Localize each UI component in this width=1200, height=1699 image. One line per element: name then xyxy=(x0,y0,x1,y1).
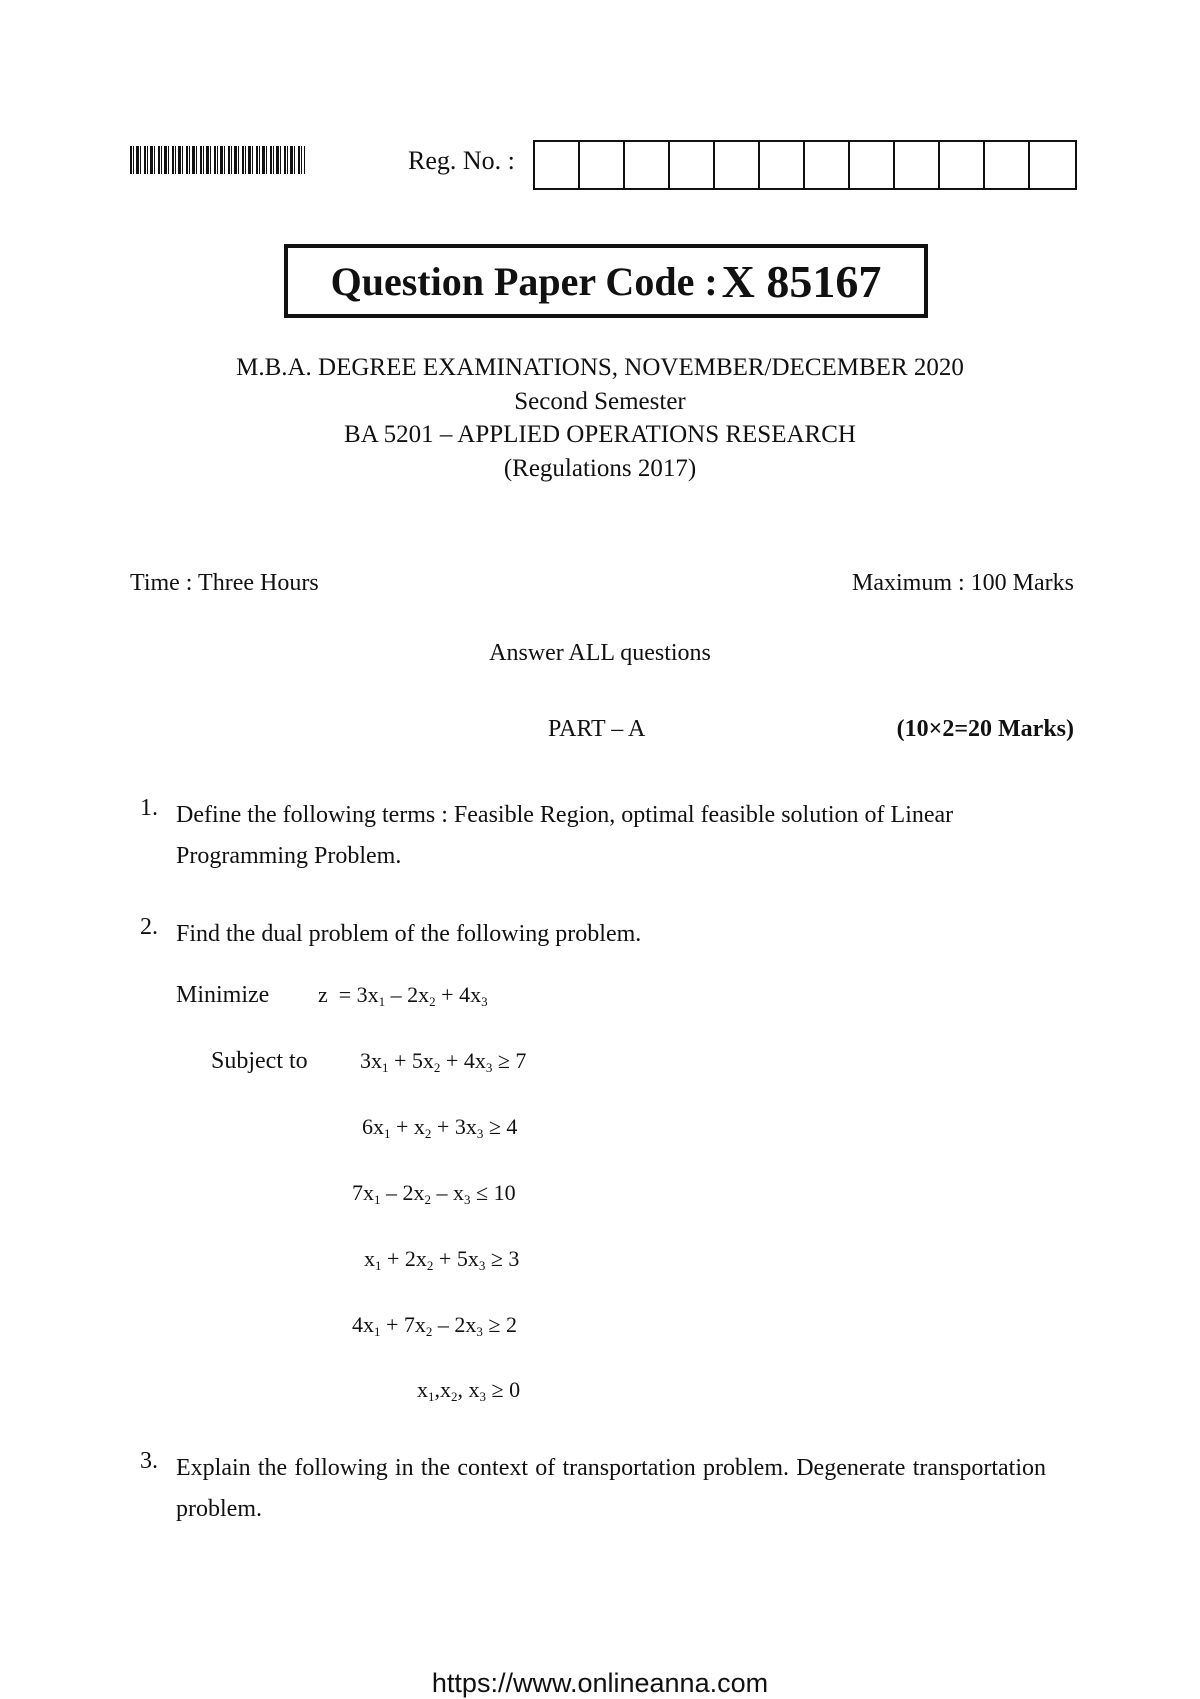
reg-no-box xyxy=(805,142,850,188)
reg-no-box xyxy=(715,142,760,188)
maximum-marks: Maximum : 100 Marks xyxy=(852,570,1074,596)
reg-no-label: Reg. No. : xyxy=(408,146,515,175)
constraint-5: $4x_1 + 7x_2 - 2x_3 \ge 2$ xyxy=(352,1312,517,1339)
objective-function: $z = 3x_1 - 2x_2 + 4x_3$ xyxy=(318,982,488,1009)
minimize-label: Minimize xyxy=(176,982,270,1008)
constraint-3: $7x_1 - 2x_2 - x_3 \le 10$ xyxy=(352,1180,516,1207)
reg-no-box xyxy=(895,142,940,188)
reg-no-box xyxy=(625,142,670,188)
question-number: 2. xyxy=(140,914,158,940)
course-title: BA 5201 – APPLIED OPERATIONS RESEARCH xyxy=(344,421,856,448)
non-negativity: $x_1,x_2$, $x_3 \ge 0$ xyxy=(417,1377,521,1404)
exam-title: M.B.A. DEGREE EXAMINATIONS, NOVEMBER/DECEMBER 2020 xyxy=(236,354,964,381)
question-number: 3. xyxy=(140,1448,158,1474)
question-paper-code xyxy=(284,244,928,318)
footer-url[interactable]: https://www.onlineanna.com xyxy=(431,1668,769,1698)
reg-no-box xyxy=(670,142,715,188)
reg-no-box xyxy=(1030,142,1075,188)
reg-no-box xyxy=(535,142,580,188)
subject-to-label: Subject to xyxy=(211,1048,308,1074)
code-value: X 85167 xyxy=(721,255,882,307)
regulations: (Regulations 2017) xyxy=(503,455,697,482)
reg-no-box xyxy=(985,142,1030,188)
reg-no-box xyxy=(850,142,895,188)
question-text: Explain the following in the context of transportation problem. Degenerate transportation problem. xyxy=(176,1455,1046,1522)
constraint-4: $x_1 + 2x_2 + 5x_3 \ge 3$ xyxy=(364,1246,520,1273)
instruction: Answer ALL questions xyxy=(489,640,711,666)
constraint-2: $6x_1 + x_2 + 3x_3 \ge 4$ xyxy=(362,1114,518,1141)
question-text: Define the following terms : Feasible Region, optimal feasible solution of Linear Programming Problem. xyxy=(176,802,954,869)
code-label: Question Paper Code : xyxy=(330,258,718,304)
question-text: Find the dual problem of the following problem. xyxy=(176,921,642,947)
time-allowed: Time : Three Hours xyxy=(130,570,319,596)
reg-no-box xyxy=(580,142,625,188)
semester: Second Semester xyxy=(514,388,686,415)
part-marks: (10×2=20 Marks) xyxy=(896,716,1074,742)
reg-no-boxes xyxy=(533,140,1077,190)
reg-no-box xyxy=(760,142,805,188)
question-number: 1. xyxy=(140,795,158,821)
part-title: PART – A xyxy=(548,716,646,742)
barcode-image xyxy=(130,146,305,174)
reg-no-box xyxy=(940,142,985,188)
constraint-1: $3x_1 + 5x_2 + 4x_3 \ge 7$ xyxy=(360,1048,527,1075)
